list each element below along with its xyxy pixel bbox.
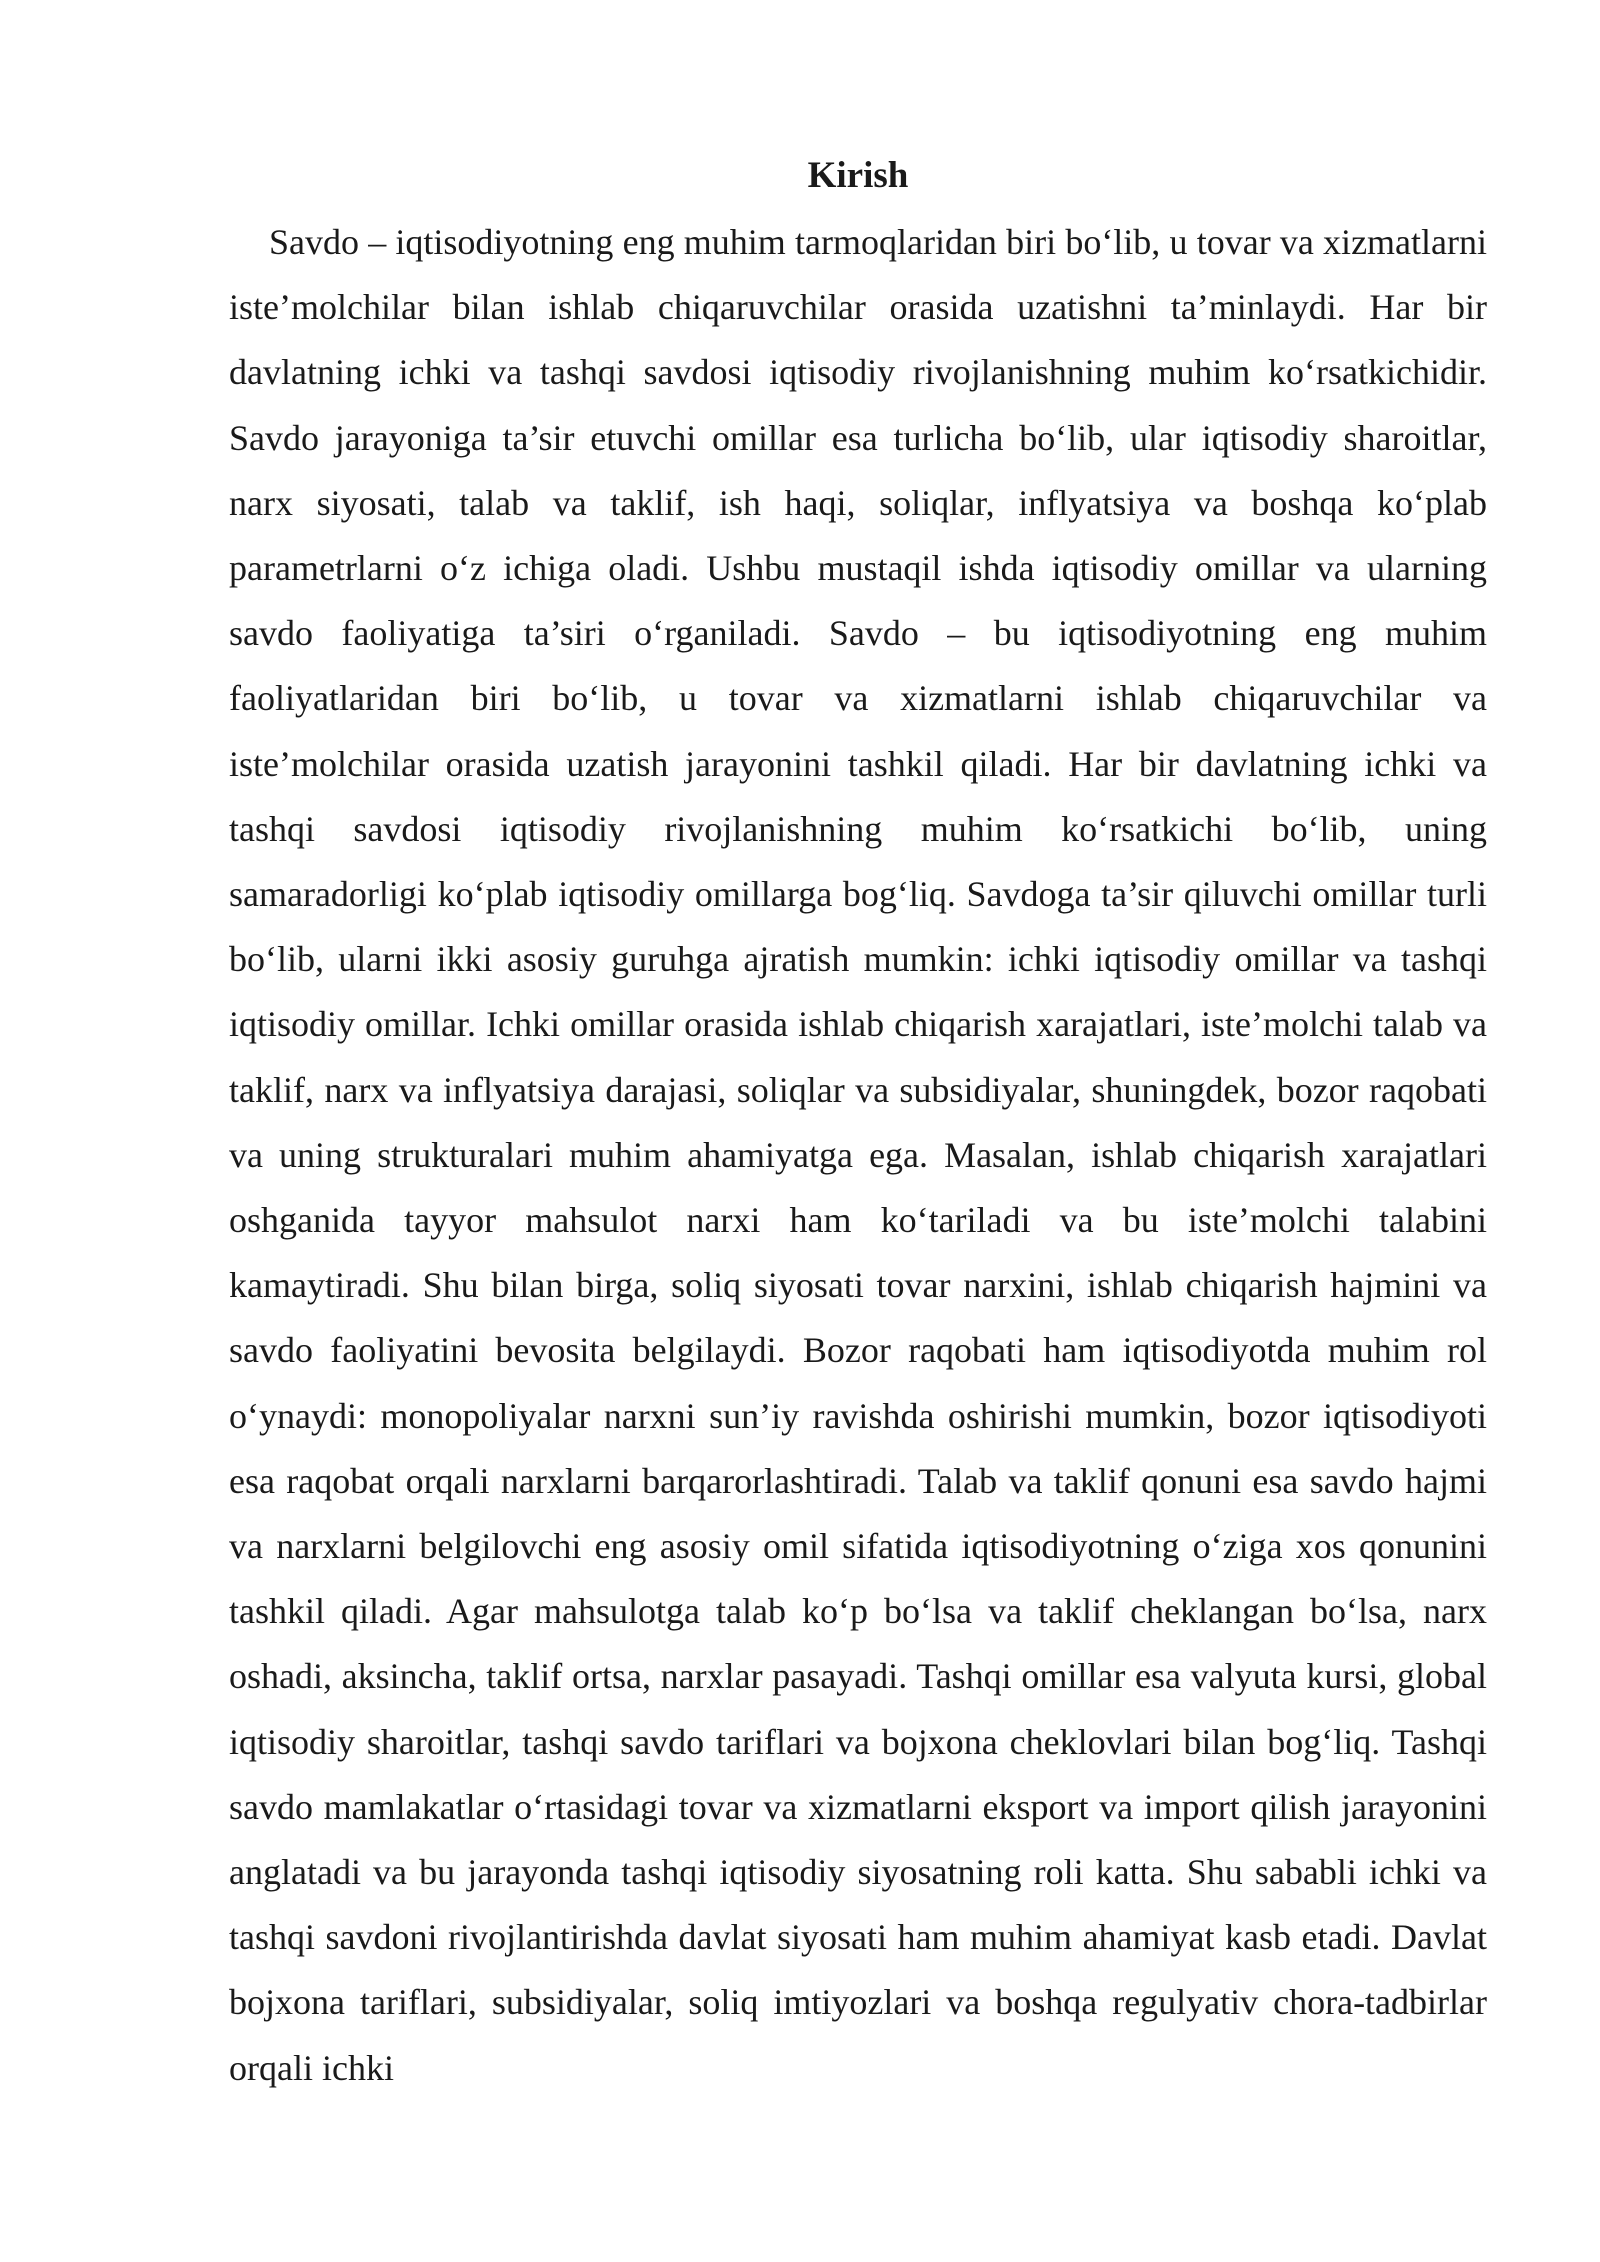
- body-paragraph: Savdo – iqtisodiyotning eng muhim tarmoqlaridan biri bo‘lib, u tovar va xizmatlarni iste’molchilar bilan ishlab chiqaruvchilar orasida uzatishni ta’minlaydi. Har bir davlatning ichki va tashqi savdosi iqtisodiy rivojlanishning muhim ko‘rsatkichidir. Savdo jarayoniga ta’sir etuvchi omillar esa turlicha bo‘lib, ular iqtisodiy sharoitlar, narx siyosati, talab va taklif, ish haqi, soliqlar, inflyatsiya va boshqa ko‘plab parametrlarni o‘z ichiga oladi. Ushbu mustaqil ishda iqtisodiy omillar va ularning savdo faoliyatiga ta’siri o‘rganiladi. Savdo – bu iqtisodiyotning eng muhim faoliyatlaridan biri bo‘lib, u tovar va xizmatlarni ishlab chiqaruvchilar va iste’molchilar orasida uzatish jarayonini tashkil qiladi. Har bir davlatning ichki va tashqi savdosi iqtisodiy rivojlanishning muhim ko‘rsatkichi bo‘lib, uning samaradorligi ko‘plab iqtisodiy omillarga bog‘liq. Savdoga ta’sir qiluvchi omillar turli bo‘lib, ularni ikki asosiy guruhga ajratish mumkin: ichki iqtisodiy omillar va tashqi iqtisodiy omillar. Ichki omillar orasida ishlab chiqarish xarajatlari, iste’molchi talab va taklif, narx va inflyatsiya darajasi, soliqlar va subsidiyalar, shuningdek, bozor raqobati va uning strukturalari muhim ahamiyatga ega. Masalan, ishlab chiqarish xarajatlari oshganida tayyor mahsulot narxi ham ko‘tariladi va bu iste’molchi talabini kamaytiradi. Shu bilan birga, soliq siyosati tovar narxini, ishlab chiqarish hajmini va savdo faoliyatini bevosita belgilaydi. Bozor raqobati ham iqtisodiyotda muhim rol o‘ynaydi: monopoliyalar narxni sun’iy ravishda oshirishi mumkin, bozor iqtisodiyoti esa raqobat orqali narxlarni barqarorlashtiradi. Talab va taklif qonuni esa savdo hajmi va narxlarni belgilovchi eng asosiy omil sifatida iqtisodiyotning o‘ziga xos qonunini tashkil qiladi. Agar mahsulotga talab ko‘p bo‘lsa va taklif cheklangan bo‘lsa, narx oshadi, aksincha, taklif ortsa, narxlar pasayadi. Tashqi omillar esa valyuta kursi, global iqtisodiy sharoitlar, tashqi savdo tariflari va bojxona cheklovlari bilan bog‘liq. Tashqi savdo mamlakatlar o‘rtasidagi tovar va xizmatlarni eksport va import qilish jarayonini anglatadi va bu jarayonda tashqi iqtisodiy siyosatning roli katta. Shu sababli ichki va tashqi savdoni rivojlantirishda davlat siyosati ham muhim ahamiyat kasb etadi. Davlat bojxona tariflari, subsidiyalar, soliq imtiyozlari va boshqa regulyativ chora-tadbirlar orqali ichki: [229, 222, 1487, 2088]
- section-title: Kirish: [807, 155, 909, 196]
- page-content: [229, 148, 1487, 2101]
